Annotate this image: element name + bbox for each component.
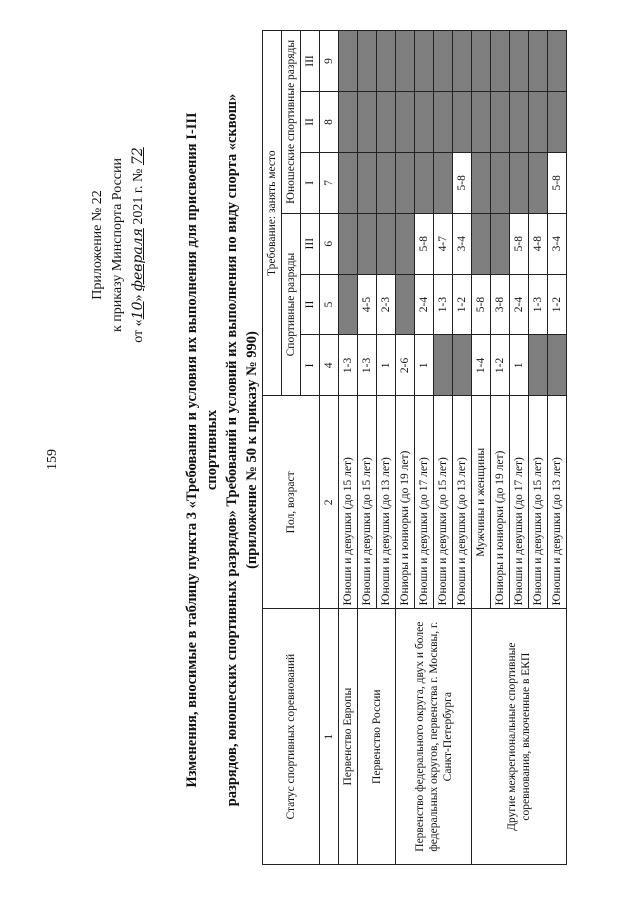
table-cell: I — [301, 335, 320, 396]
appendix-number: Приложение № 22 — [90, 190, 105, 300]
table-cell: 1 — [377, 335, 396, 396]
shaded-cell — [548, 335, 567, 396]
requirements-table — [262, 30, 567, 865]
shaded-cell — [472, 213, 491, 274]
table-cell: 1-2 — [548, 274, 567, 335]
shaded-cell — [491, 213, 510, 274]
table-cell: Мужчины и женщины — [472, 396, 491, 609]
table-cell: 5-8 — [548, 152, 567, 213]
table-row — [396, 31, 415, 865]
shaded-cell — [377, 31, 396, 92]
col-header-status: Статус спортивных соревнований — [263, 609, 320, 865]
table-cell: 1 — [510, 335, 529, 396]
table-row — [339, 31, 358, 865]
table-cell: 3-4 — [548, 213, 567, 274]
shaded-cell — [396, 31, 415, 92]
shaded-cell — [415, 92, 434, 153]
shaded-cell — [377, 213, 396, 274]
table-cell: Юноши и девушки (до 15 лет) — [339, 396, 358, 609]
table-cell: Юноши и девушки (до 15 лет) — [529, 396, 548, 609]
shaded-cell — [453, 92, 472, 153]
shaded-cell — [377, 92, 396, 153]
table-cell: 2-3 — [377, 274, 396, 335]
table-row — [358, 31, 377, 865]
col-header-sport-ranks: Спортивные разряды — [282, 213, 301, 396]
shaded-cell — [434, 335, 453, 396]
table-cell: 5-8 — [510, 213, 529, 274]
appendix-date: от «10» февраля 2021 г. № 72 — [130, 147, 146, 343]
table-cell: Юноши и девушки (до 13 лет) — [548, 396, 567, 609]
handwritten-day: 10 — [130, 301, 146, 320]
table-cell: 5-8 — [453, 152, 472, 213]
table-cell: Юноши и девушки (до 13 лет) — [453, 396, 472, 609]
table-cell: 2 — [320, 396, 339, 609]
column-number-row — [320, 31, 339, 865]
table-cell: 4 — [320, 335, 339, 396]
shaded-cell — [339, 92, 358, 153]
table-cell: 2-4 — [415, 274, 434, 335]
shaded-cell — [396, 274, 415, 335]
shaded-cell — [472, 92, 491, 153]
table-cell: II — [301, 92, 320, 153]
table-cell: III — [301, 31, 320, 92]
table-cell: Юноши и девушки (до 17 лет) — [415, 396, 434, 609]
shaded-cell — [453, 31, 472, 92]
table-cell: 5-8 — [415, 213, 434, 274]
shaded-cell — [377, 152, 396, 213]
shaded-cell — [396, 213, 415, 274]
page-number: 159 — [45, 449, 60, 470]
shaded-cell — [510, 92, 529, 153]
shaded-cell — [434, 152, 453, 213]
table-cell: 1-3 — [358, 335, 377, 396]
table-cell: 5-8 — [472, 274, 491, 335]
table-cell: 7 — [320, 152, 339, 213]
shaded-cell — [529, 335, 548, 396]
table-cell: 2-6 — [396, 335, 415, 396]
shaded-cell — [358, 31, 377, 92]
table-cell: Первенство Европы — [339, 609, 358, 865]
table-cell: 1 — [415, 335, 434, 396]
shaded-cell — [339, 213, 358, 274]
table-row — [472, 31, 491, 865]
table-cell: 1-4 — [472, 335, 491, 396]
table-cell: 1-3 — [339, 335, 358, 396]
table-cell: 8 — [320, 92, 339, 153]
table-cell: Другие межрегиональные спортивные соревнования, включенные в ЕКП — [472, 609, 567, 865]
table-cell: II — [301, 274, 320, 335]
shaded-cell — [339, 274, 358, 335]
col-header-youth-ranks: Юношеские спортивные разряды — [282, 31, 301, 214]
table-cell: 5 — [320, 274, 339, 335]
shaded-cell — [548, 31, 567, 92]
table-cell: 3-8 — [491, 274, 510, 335]
shaded-cell — [529, 92, 548, 153]
shaded-cell — [472, 152, 491, 213]
shaded-cell — [339, 152, 358, 213]
table-cell: Юноши и девушки (до 13 лет) — [377, 396, 396, 609]
appendix-order: к приказу Минспорта России — [110, 158, 125, 332]
shaded-cell — [415, 152, 434, 213]
table-cell: I — [301, 152, 320, 213]
table-cell: 1 — [320, 609, 339, 865]
shaded-cell — [548, 92, 567, 153]
table-cell: 2-4 — [510, 274, 529, 335]
handwritten-number: 72 — [130, 147, 146, 166]
table-cell: Юноши и девушки (до 17 лет) — [510, 396, 529, 609]
table-cell: Первенство федерального округа, двух и более федеральных округов, первенства г. Москвы, г. Санкт-Петербурга — [396, 609, 472, 865]
appendix-header — [88, 145, 149, 345]
table-cell: Юноши и девушки (до 15 лет) — [358, 396, 377, 609]
table-cell: 1-3 — [434, 274, 453, 335]
table-cell: Юниоры и юниорки (до 19 лет) — [396, 396, 415, 609]
shaded-cell — [453, 335, 472, 396]
table-cell: III — [301, 213, 320, 274]
shaded-cell — [339, 31, 358, 92]
table-cell: 9 — [320, 31, 339, 92]
shaded-cell — [529, 152, 548, 213]
shaded-cell — [396, 152, 415, 213]
shaded-cell — [529, 31, 548, 92]
handwritten-month: февраля — [130, 228, 146, 291]
shaded-cell — [434, 31, 453, 92]
shaded-cell — [472, 31, 491, 92]
document-title: Изменения, вносимые в таблицу пункта 3 «Требования и условия их выполнения для присвоения I-III спортивных разрядов, юношеских спортивных разрядов» Требований и условий их выполнения по виду спорта «сквош» (приложение № 50 к приказу № 990) — [184, 93, 260, 807]
shaded-cell — [491, 92, 510, 153]
table-cell: 4-5 — [358, 274, 377, 335]
col-header-requirement: Требование: занять место — [263, 31, 282, 396]
table-cell: 4-8 — [529, 213, 548, 274]
table-cell: Юноши и девушки (до 15 лет) — [434, 396, 453, 609]
shaded-cell — [491, 31, 510, 92]
table-cell: 3-4 — [453, 213, 472, 274]
col-header-sex-age: Пол, возраст — [263, 396, 320, 609]
shaded-cell — [358, 92, 377, 153]
shaded-cell — [510, 152, 529, 213]
table-cell: 4-7 — [434, 213, 453, 274]
shaded-cell — [415, 31, 434, 92]
table-cell: Первенство России — [358, 609, 396, 865]
shaded-cell — [491, 152, 510, 213]
shaded-cell — [358, 152, 377, 213]
shaded-cell — [358, 213, 377, 274]
table-cell: 1-2 — [491, 335, 510, 396]
table-cell: 1-2 — [453, 274, 472, 335]
table-cell: Юниоры и юниорки (до 19 лет) — [491, 396, 510, 609]
shaded-cell — [510, 31, 529, 92]
table-cell: 1-3 — [529, 274, 548, 335]
table-cell: 6 — [320, 213, 339, 274]
shaded-cell — [434, 92, 453, 153]
shaded-cell — [396, 92, 415, 153]
